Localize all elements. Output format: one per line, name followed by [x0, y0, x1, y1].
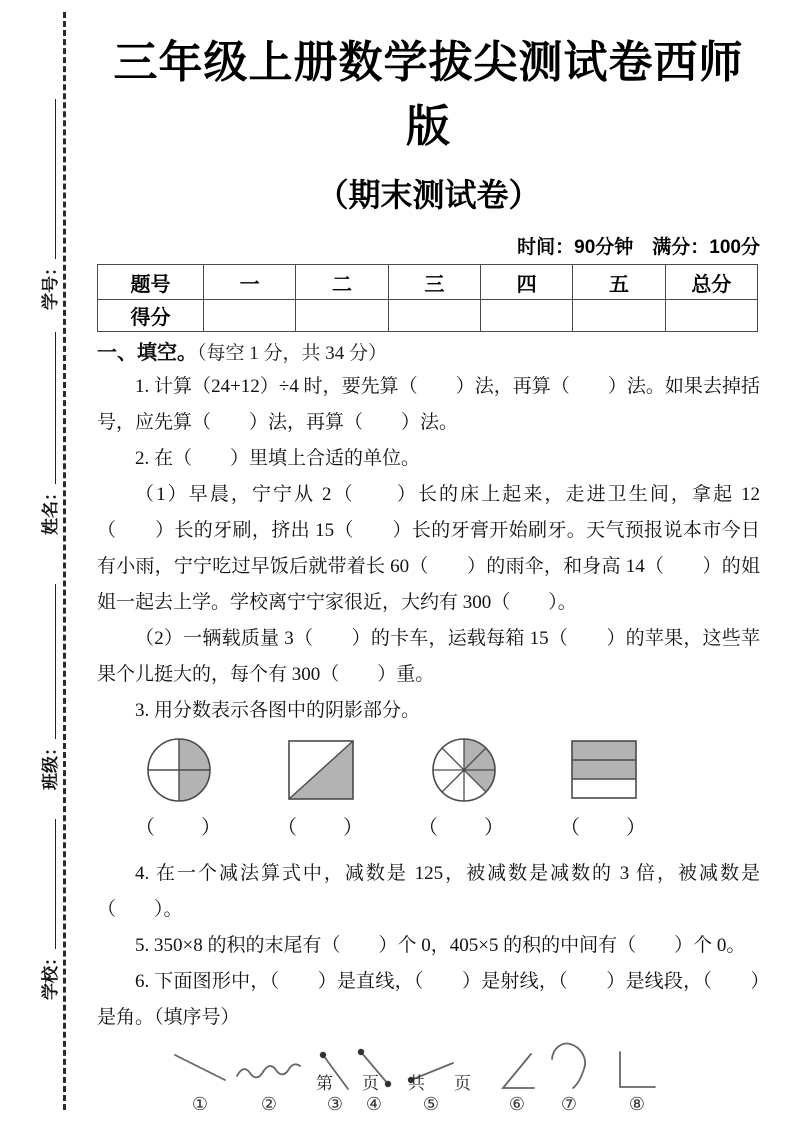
score-table-cell-4: 四	[480, 265, 572, 300]
question-2: 2. 在（ ）里填上合适的单位。	[135, 448, 421, 469]
score-cell	[388, 300, 480, 332]
school-label: 学校：	[41, 949, 60, 1000]
figure-number-1: ①	[191, 1094, 209, 1114]
figure-number-6: ⑥	[508, 1094, 526, 1114]
question-4: 4. 在一个减法算式中，减数是 125，被减数是减数的 3 倍，被减数是（ ）。	[97, 863, 760, 920]
student-name-label: 姓名：	[41, 484, 60, 535]
question-2-1: （1）早晨，宁宁从 2（ ）长的床上起来，走进卫生间，拿起 12（ ）长的牙刷，挤出 15（ ）长的牙膏开始刷牙。天气预报说本市今日有小雨，宁宁吃过早饭后就带着长 60（ ）的雨伞，和身高 14（ ）的姐姐一起去上学。学校离宁宁家很近，大约有 300（ ）。	[97, 484, 760, 613]
shape-circle-eighths-three-shaded	[430, 736, 498, 804]
student-name-field	[36, 332, 61, 535]
score-table-cell-2: 二	[296, 265, 388, 300]
score-table-score-row	[98, 300, 758, 332]
figure-4-endpoint-dot	[358, 1049, 364, 1055]
answer-blank: （ ）	[135, 817, 223, 839]
school-field	[36, 819, 61, 1000]
figure-number-7: ⑦	[560, 1094, 578, 1114]
class-field	[36, 584, 61, 790]
paper-subtitle: （期末测试卷）	[316, 177, 541, 213]
school-blank	[39, 819, 56, 949]
figure-number-5: ⑤	[422, 1094, 440, 1114]
score-table-cell-1: 一	[204, 265, 296, 300]
score-table-cell-timu: 题号	[98, 265, 204, 300]
question-3: 3. 用分数表示各图中的阴影部分。	[135, 700, 421, 721]
score-cell	[573, 300, 665, 332]
score-cell	[204, 300, 296, 332]
figure-3-endpoint-dot	[320, 1052, 326, 1058]
question-2-2: （2）一辆载质量 3（ ）的卡车，运载每箱 15（ ）的苹果，这些苹果个儿挺大的，每个有 300（ ）重。	[97, 628, 760, 685]
student-number-field	[36, 99, 61, 310]
student-number-label: 学号：	[41, 259, 60, 310]
question-6: 6. 下面图形中，（ ）是直线，（ ）是射线，（ ）是线段，（ ）是角。（填序号）	[97, 971, 760, 1028]
page-footer: 第 页 共 页	[316, 1074, 477, 1093]
score-table-cell-3: 三	[388, 265, 480, 300]
paper-title: 三年级上册数学拔尖测试卷西师版	[113, 38, 744, 151]
class-label: 班级：	[41, 739, 60, 790]
student-number-blank	[39, 99, 56, 259]
figure-number-4: ④	[365, 1094, 383, 1114]
section1-heading-title: 一、填空。	[97, 342, 197, 364]
score-cell	[480, 300, 572, 332]
question-1: 1. 计算（24+12）÷4 时，要先算（ ）法，再算（ ）法。如果去掉括号，应先算（ ）法，再算（ ）法。	[97, 376, 760, 433]
shape-rectangle-thirds-two-shaded	[570, 739, 638, 800]
answer-blank: （ ）	[277, 817, 365, 839]
figure-number-2: ②	[260, 1094, 278, 1114]
question-5: 5. 350×8 的积的末尾有（ ）个 0，405×5 的积的中间有（ ）个 0。	[135, 935, 746, 956]
score-cell	[665, 300, 757, 332]
paper-body	[97, 0, 760, 1122]
score-row-label: 得分	[98, 300, 204, 332]
shape-circle-quarters-right-half-shaded	[145, 736, 213, 804]
question-3-shapes-row	[97, 729, 760, 856]
score-table-header-row	[98, 265, 758, 300]
answer-blank: （ ）	[560, 817, 648, 839]
answer-blank: （ ）	[418, 817, 506, 839]
score-table-cell-5: 五	[573, 265, 665, 300]
score-cell	[296, 300, 388, 332]
section1-heading	[97, 338, 760, 369]
class-blank	[39, 584, 56, 739]
score-table	[97, 264, 758, 332]
time-score-info: 时间：90分钟 满分：100分	[517, 237, 760, 258]
shape-square-diagonal-half-shaded	[287, 739, 355, 801]
figure-number-3: ③	[326, 1094, 344, 1114]
section1-heading-note: （每空 1 分，共 34 分）	[197, 343, 388, 364]
score-table-cell-total: 总分	[665, 265, 757, 300]
figure-number-8: ⑧	[628, 1094, 646, 1114]
binding-dashed-line	[63, 12, 66, 1110]
student-name-blank	[39, 332, 56, 484]
